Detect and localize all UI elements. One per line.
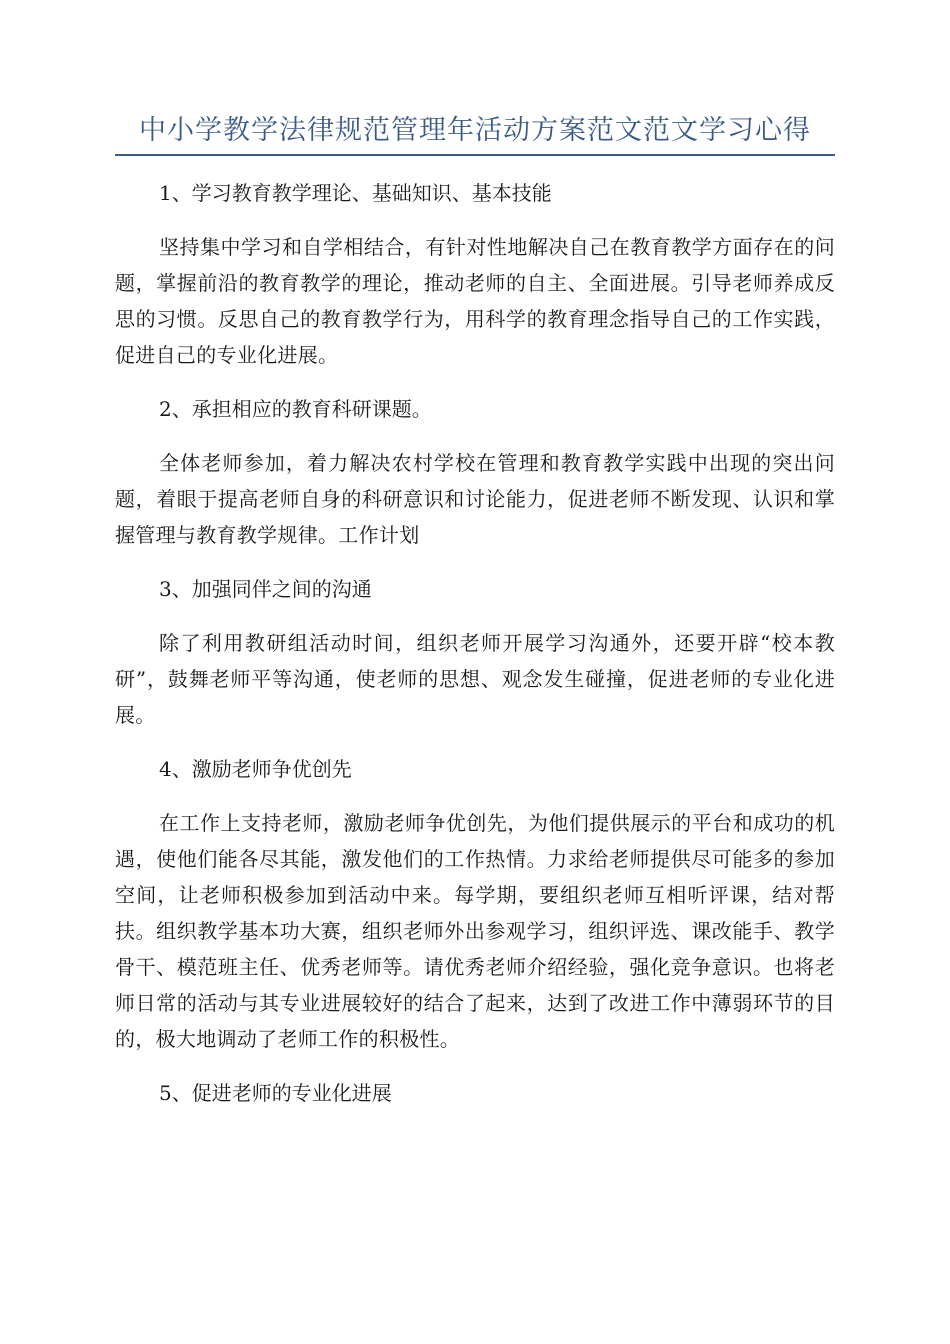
section-4-paragraph: 在工作上支持老师，激励老师争优创先，为他们提供展示的平台和成功的机遇，使他们能各尽其能，激发他们的工作热情。力求给老师提供尽可能多的参加空间，让老师积极参加到活动中来。每学期，要组织老师互相听评课，结对帮扶。组织教学基本功大赛，组织老师外出参观学习，组织评选、课改能手、教学骨干、模范班主任、优秀老师等。请优秀老师介绍经验，强化竞争意识。也将老师日常的活动与其专业进展较好的结合了起来，达到了改进工作中薄弱环节的目的，极大地调动了老师工作的积极性。: [115, 811, 835, 1051]
title-block: [115, 112, 835, 156]
section-1-paragraph: 坚持集中学习和自学相结合，有针对性地解决自己在教育教学方面存在的问题，掌握前沿的教育教学的理论，推动老师的自主、全面进展。引导老师养成反思的习惯。反思自己的教育教学行为，用科学的教育理念指导自己的工作实践，促进自己的专业化进展。: [115, 235, 835, 367]
section-4-heading: 4、激励老师争优创先: [159, 757, 352, 781]
section-1-heading: 1、学习教育教学理论、基础知识、基本技能: [159, 181, 552, 205]
section-5-heading: 5、促进老师的专业化进展: [159, 1081, 392, 1105]
section-2-heading: 2、承担相应的教育科研课题。: [159, 397, 432, 421]
section-3-paragraph: 除了利用教研组活动时间，组织老师开展学习沟通外，还要开辟“校本教研”，鼓舞老师平等沟通，使老师的思想、观念发生碰撞，促进老师的专业化进展。: [115, 631, 835, 727]
section-2-paragraph: 全体老师参加，着力解决农村学校在管理和教育教学实践中出现的突出问题，着眼于提高老师自身的科研意识和讨论能力，促进老师不断发现、认识和掌握管理与教育教学规律。工作计划: [115, 451, 835, 547]
document-body: [115, 175, 835, 1129]
section-3-heading: 3、加强同伴之间的沟通: [159, 577, 372, 601]
document-title: 中小学教学法律规范管理年活动方案范文范文学习心得: [139, 115, 811, 146]
